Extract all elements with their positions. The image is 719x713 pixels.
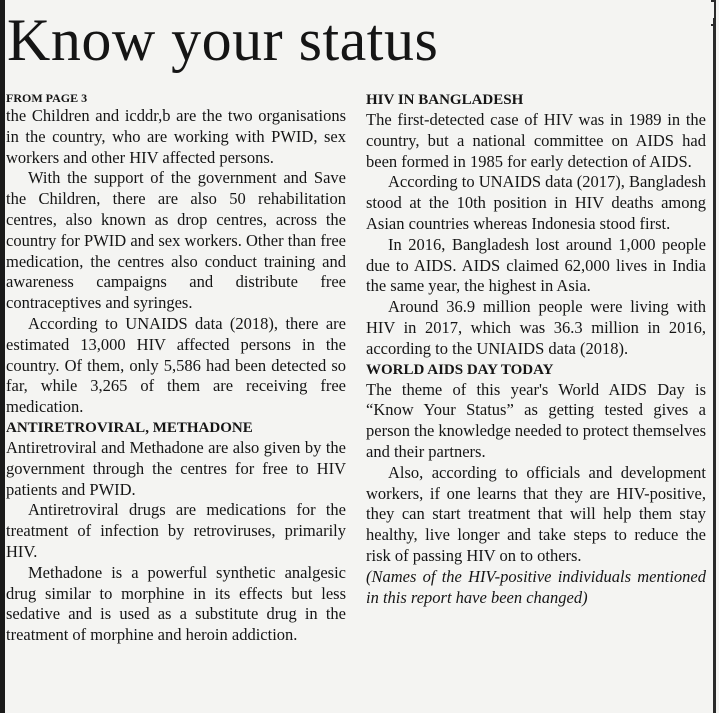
headline: Know your status xyxy=(7,7,439,73)
section-heading-world-aids-day: WORLD AIDS DAY TODAY xyxy=(366,361,554,378)
section-heading-hiv-in-bangladesh: HIV IN BANGLADESH xyxy=(366,92,524,108)
paragraph: the Children and icddr,b are the two organisations in the country, who are working with PWID, sex workers and other HIV affected persons. xyxy=(6,106,346,167)
paragraph: According to UNAIDS data (2018), there are estimated 13,000 HIV affected persons in the country. Of them, only 5,586 had been detected so far, while 3,265 of them are receiving free medication. xyxy=(6,313,346,417)
page-edge-left xyxy=(0,0,5,713)
right-column xyxy=(366,90,706,608)
paragraph: Antiretroviral and Methadone are also given by the government through the centres for free to HIV patients and PWID. xyxy=(6,437,346,499)
paragraph: In 2016, Bangladesh lost around 1,000 people due to AIDS. AIDS claimed 62,000 lives in India the same year, the highest in Asia. xyxy=(366,234,706,296)
paragraph: Methadone is a powerful synthetic analgesic drug similar to morphine in its effects but less sedative and is used as a substitute drug in the treatment of morphine and heroin addiction. xyxy=(6,562,346,645)
paragraph: The theme of this year's World AIDS Day is “Know Your Status” as getting tested gives a person the knowledge needed to protect themselves and their partners. xyxy=(366,379,706,461)
editor-note: (Names of the HIV-positive individuals mentioned in this report have been changed) xyxy=(366,566,706,607)
paragraph: According to UNAIDS data (2017), Bangladesh stood at the 10th position in HIV deaths among Asian countries whereas Indonesia stood first. xyxy=(366,172,707,233)
continuation-kicker: FROM PAGE 3 xyxy=(6,91,88,105)
left-column xyxy=(6,90,346,646)
paragraph: Also, according to officials and development workers, if one learns that they are HIV-positive, they can start treatment that will help them stay healthy, live longer and take steps to reduce the risk of passing HIV on to others. xyxy=(366,462,706,565)
paragraph: The first-detected case of HIV was in 1989 in the country, but a national committee on AIDS had been formed in 1985 for early detection of AIDS. xyxy=(366,110,706,171)
section-heading-antiretroviral: ANTIRETROVIRAL, METHADONE xyxy=(6,419,253,436)
paragraph: With the support of the government and Save the Children, there are also 50 rehabilitation centres, also known as drop centres, across the country for PWID and sex workers. Other than free medication, the centres also conduct training and awareness campaigns and distribute free contraceptives and syringes. xyxy=(6,168,346,313)
page-edge-right xyxy=(713,18,716,713)
paragraph: Around 36.9 million people were living with HIV in 2017, which was 36.3 million in 2016, according to the UNIAIDS data (2018). xyxy=(366,297,706,358)
paragraph: Antiretroviral drugs are medications for the treatment of infection by retroviruses, primarily HIV. xyxy=(6,500,346,561)
